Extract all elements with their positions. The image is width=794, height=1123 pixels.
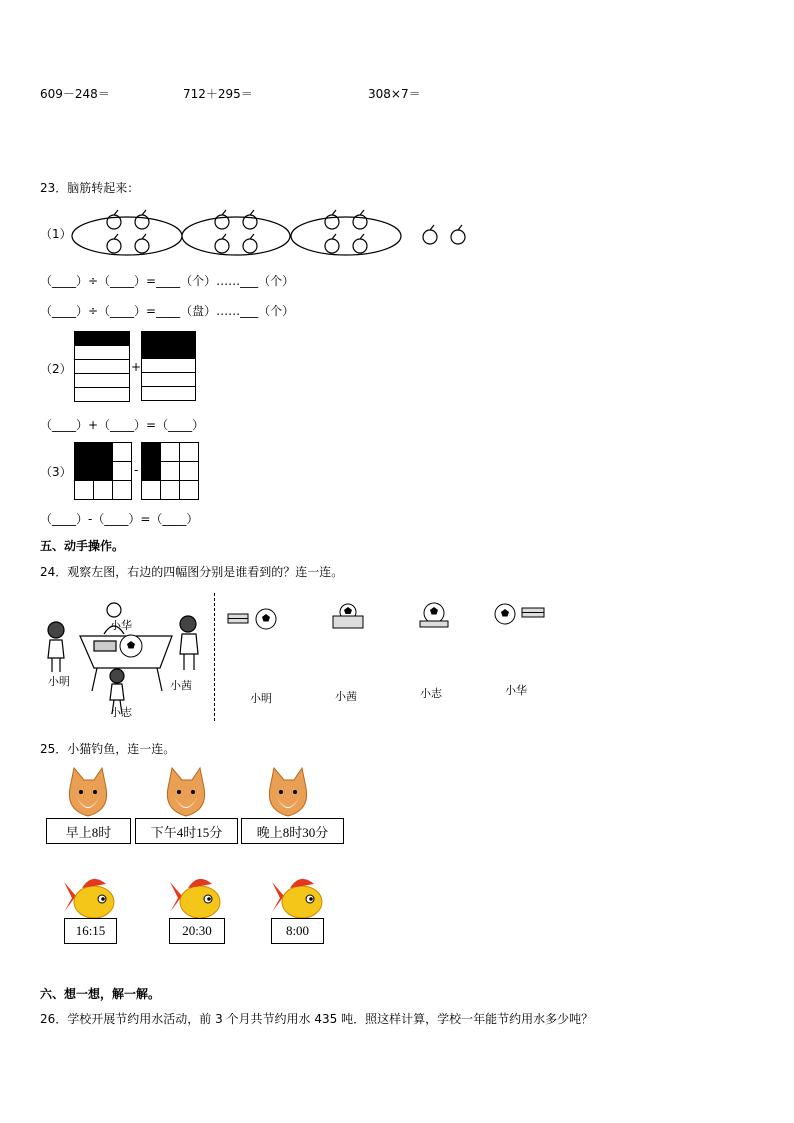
q23-part1-label: （1） bbox=[40, 227, 72, 241]
cat-icon bbox=[66, 766, 110, 818]
q25-title: 25．小猫钓鱼，连一连。 bbox=[40, 742, 176, 756]
q23-line3: （____）+（____）=（____） bbox=[40, 418, 205, 432]
view-2 bbox=[332, 604, 364, 630]
q23-title: 23．脑筋转起来： bbox=[40, 181, 140, 195]
minus-sign: - bbox=[134, 463, 139, 477]
q23-line2: （____）÷（____）=____（盘）……___（个） bbox=[40, 304, 295, 318]
person-label-xiaoming: 小明 bbox=[48, 675, 70, 688]
section5-heading: 五、动手操作。 bbox=[40, 539, 125, 553]
arith-problem-2: 712＋295＝ bbox=[183, 87, 253, 101]
fraction-grid-right bbox=[141, 442, 199, 500]
cat-time-2: 下午4时15分 bbox=[135, 818, 238, 844]
view-label-2: 小茜 bbox=[335, 690, 357, 703]
view-label-3: 小志 bbox=[420, 687, 442, 700]
arith-problem-3: 308×7＝ bbox=[368, 87, 421, 101]
section6-heading: 六、想一想，解一解。 bbox=[40, 987, 161, 1001]
fish-time-1: 16:15 bbox=[64, 918, 117, 944]
divider-dashed bbox=[214, 593, 215, 721]
observation-scene bbox=[42, 596, 217, 721]
view-1 bbox=[228, 608, 280, 632]
fraction-bar-right bbox=[141, 331, 196, 401]
person-label-xiaoqian: 小茜 bbox=[170, 679, 192, 692]
q23-line4: （____）-（____）=（____） bbox=[40, 512, 199, 526]
fish-icon bbox=[168, 874, 224, 920]
apple-icon bbox=[107, 210, 465, 253]
person-label-xiaohua: 小华 bbox=[110, 619, 132, 632]
soccer-ball-icon bbox=[120, 635, 142, 657]
person-label-xiaozhi: 小志 bbox=[110, 706, 132, 719]
fraction-grid-left bbox=[74, 442, 132, 500]
q23-part2-label: （2） bbox=[40, 362, 72, 376]
cat-time-1: 早上8时 bbox=[46, 818, 131, 844]
view-label-4: 小华 bbox=[505, 684, 527, 697]
fish-icon bbox=[270, 874, 326, 920]
cat-icon bbox=[266, 766, 310, 818]
view-4 bbox=[494, 603, 548, 627]
plus-sign: + bbox=[131, 360, 142, 374]
fish-time-2: 20:30 bbox=[169, 918, 225, 944]
q23-line1: （____）÷（____）=____（个）……___（个） bbox=[40, 274, 295, 288]
q23-part3-label: （3） bbox=[40, 465, 72, 479]
q26-text: 26．学校开展节约用水活动，前 3 个月共节约用水 435 吨．照这样计算，学校一年能节约用水多少吨？ bbox=[40, 1012, 594, 1026]
apple-groups-figure bbox=[70, 204, 480, 260]
view-3 bbox=[418, 602, 450, 628]
fish-time-3: 8:00 bbox=[271, 918, 324, 944]
cat-icon bbox=[164, 766, 208, 818]
fish-icon bbox=[62, 874, 118, 920]
fraction-bar-left bbox=[74, 331, 130, 402]
view-label-1: 小明 bbox=[250, 692, 272, 705]
arith-problem-1: 609－248＝ bbox=[40, 87, 110, 101]
cat-time-3: 晚上8时30分 bbox=[241, 818, 344, 844]
q24-title: 24．观察左图，右边的四幅图分别是谁看到的？连一连。 bbox=[40, 565, 344, 579]
